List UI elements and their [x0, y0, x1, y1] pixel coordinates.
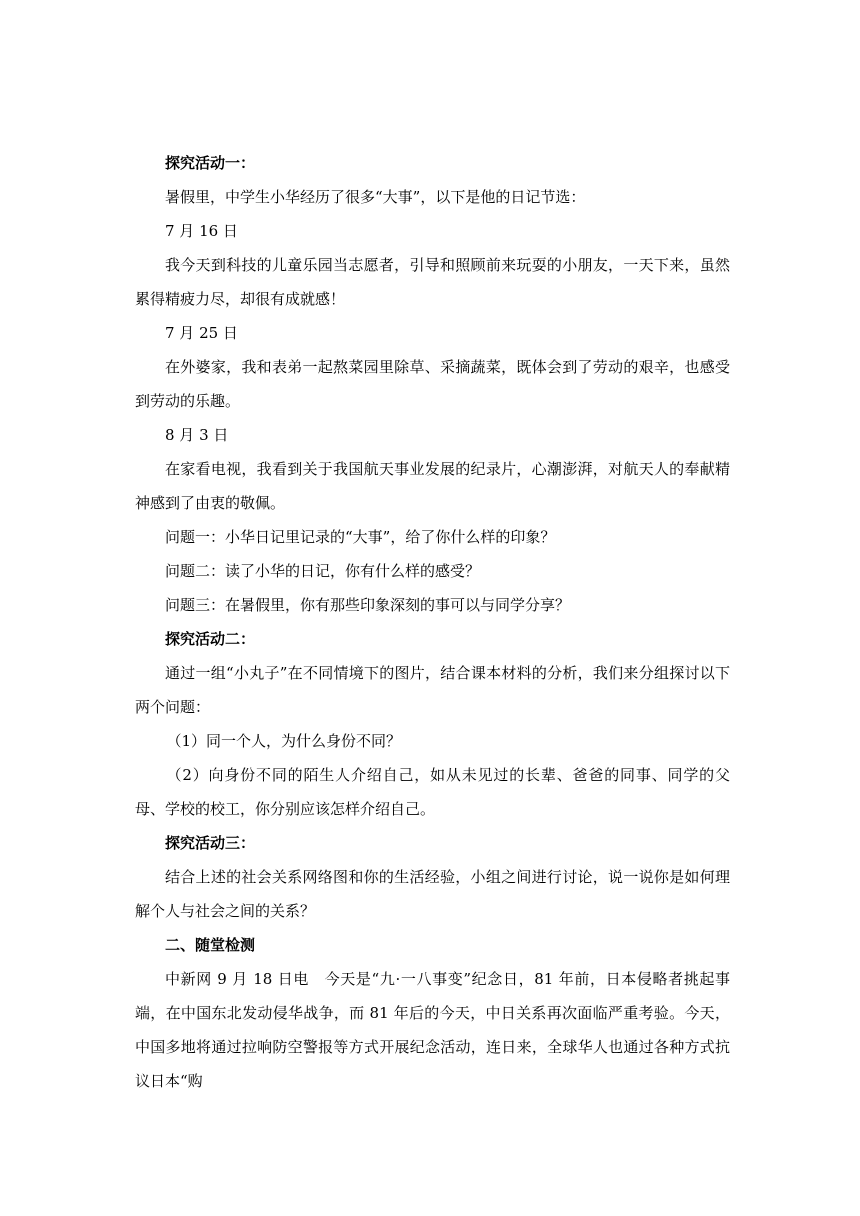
heading-activity-3: 探究活动三： [165, 834, 256, 852]
question-text: 问题三：在暑假里，你有那些印象深刻的事可以与同学分享？ [165, 596, 571, 614]
heading-activity-2: 探究活动二： [165, 630, 256, 648]
activity-2-text: 通过一组“小丸子”在不同情境下的图片，结合课本材料的分析，我们来分组探讨以下两个问题： [135, 664, 730, 716]
intro-text: 暑假里，中学生小华经历了很多“大事”，以下是他的日记节选： [165, 188, 586, 206]
activity-3-text: 结合上述的社会关系网络图和你的生活经验，小组之间进行讨论，说一说你是如何理解个人与社会之间的关系？ [135, 868, 730, 920]
diary-entry: 在家看电视，我看到关于我国航天事业发展的纪录片，心潮澎湃，对航天人的奉献精神感到了由衷的敬佩。 [135, 460, 730, 512]
heading-activity-1: 探究活动一： [165, 154, 256, 172]
question-text: 问题一：小华日记里记录的“大事”，给了你什么样的印象？ [165, 528, 556, 546]
question-text: 问题二：读了小华的日记，你有什么样的感受？ [165, 562, 481, 580]
diary-entry: 我今天到科技的儿童乐园当志愿者，引导和照顾前来玩耍的小朋友，一天下来，虽然累得精疲力尽，却很有成就感！ [135, 256, 730, 308]
news-text: 中新网 9 月 18 日电 今天是“九·一八事变”纪念日，81 年前，日本侵略者挑起事端，在中国东北发动侵华战争，而 81 年后的今天，中日关系再次面临严重考验。今天，中国多地将通过拉响防空警报等方式开展纪念活动，连日来，全球华人也通过各种方式抗议日本“购 [135, 970, 730, 1090]
sub-question: （1）同一个人，为什么身份不同？ [166, 732, 402, 750]
sub-question: （2）向身份不同的陌生人介绍自己，如从未见过的长辈、爸爸的同事、同学的父母、学校的校工，你分别应该怎样介绍自己。 [135, 766, 730, 818]
diary-date: 7 月 25 日 [165, 324, 238, 342]
heading-section-2: 二、随堂检测 [165, 936, 256, 954]
document-body [135, 146, 730, 1098]
diary-date: 8 月 3 日 [165, 426, 229, 444]
diary-date: 7 月 16 日 [165, 222, 238, 240]
diary-entry: 在外婆家，我和表弟一起熬菜园里除草、采摘蔬菜，既体会到了劳动的艰辛，也感受到劳动的乐趣。 [135, 358, 730, 410]
